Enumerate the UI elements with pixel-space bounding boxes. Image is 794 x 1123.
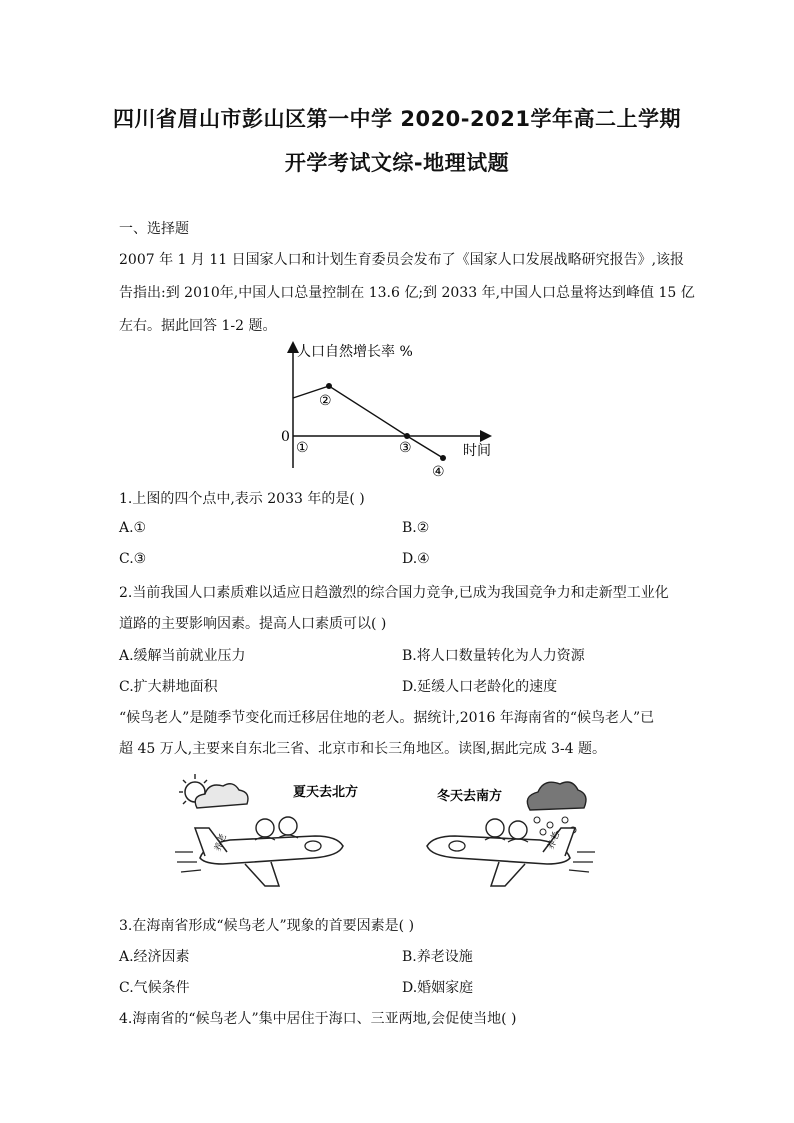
q2-option-a[interactable]: A.缓解当前就业压力 xyxy=(119,648,246,664)
svg-text:养老: 养老 xyxy=(213,832,229,854)
q3-option-b[interactable]: B.养老设施 xyxy=(402,949,473,965)
q1-stem: 1.上图的四个点中,表示 2033 年的是( ) xyxy=(119,491,365,507)
x-axis-label: 时间 xyxy=(463,443,491,459)
q1-option-c[interactable]: C.③ xyxy=(119,551,147,567)
snow-cloud-icon xyxy=(527,782,586,837)
page-title-line1: 四川省眉山市彭山区第一中学 2020-2021学年高二上学期 xyxy=(113,107,681,131)
intro2-line2: 超 45 万人,主要来自东北三省、北京市和长三角地区。读图,据此完成 3-4 题。 xyxy=(119,741,607,757)
point-4-label: ④ xyxy=(432,464,445,480)
q3-option-a[interactable]: A.经济因素 xyxy=(119,949,190,965)
origin-label: 0 xyxy=(281,429,290,445)
q3-option-d[interactable]: D.婚姻家庭 xyxy=(402,980,474,996)
migratory-seniors-illustration xyxy=(175,770,595,895)
q2-stem-line2: 道路的主要影响因素。提高人口素质可以( ) xyxy=(119,616,387,632)
right-caption: 冬天去南方 xyxy=(437,789,503,804)
intro1-line2: 告指出:到 2010年,中国人口总量控制在 13.6 亿;到 2033 年,中国人口总量将达到峰值 15 亿 xyxy=(119,285,695,301)
intro2-line1: “候鸟老人”是随季节变化而迁移居住地的老人。据统计,2016 年海南省的“候鸟老人”已 xyxy=(119,710,655,726)
growth-curve xyxy=(293,386,443,458)
q2-option-c[interactable]: C.扩大耕地面积 xyxy=(119,679,218,695)
svg-text:养老: 养老 xyxy=(546,830,562,852)
section-heading: 一、选择题 xyxy=(119,221,189,237)
point-1-label: ① xyxy=(296,440,309,456)
q1-option-b[interactable]: B.② xyxy=(402,520,430,536)
point-4-dot xyxy=(440,455,446,461)
intro1-line1: 2007 年 1 月 11 日国家人口和计划生育委员会发布了《国家人口发展战略研究报告》,该报 xyxy=(119,252,685,268)
q3-option-c[interactable]: C.气候条件 xyxy=(119,980,190,996)
q4-stem: 4.海南省的“候鸟老人”集中居住于海口、三亚两地,会促使当地( ) xyxy=(119,1011,517,1027)
point-2-label: ② xyxy=(319,393,332,409)
q2-option-d[interactable]: D.延缓人口老龄化的速度 xyxy=(402,679,558,695)
q3-stem: 3.在海南省形成“候鸟老人”现象的首要因素是( ) xyxy=(119,918,415,934)
left-airplane-icon xyxy=(175,817,343,886)
y-axis-label: 人口自然增长率 % xyxy=(297,344,413,360)
q2-stem-line1: 2.当前我国人口素质难以适应日趋激烈的综合国力竞争,已成为我国竞争力和走新型工业化 xyxy=(119,585,669,601)
intro1-line3: 左右。据此回答 1-2 题。 xyxy=(119,318,277,334)
sun-cloud-icon xyxy=(179,774,248,808)
q1-option-a[interactable]: A.① xyxy=(119,520,147,536)
left-caption: 夏天去北方 xyxy=(293,785,359,800)
right-airplane-icon xyxy=(427,819,595,886)
q1-option-d[interactable]: D.④ xyxy=(402,551,430,567)
point-2-dot xyxy=(326,383,332,389)
point-3-label: ③ xyxy=(399,440,412,456)
point-3-dot xyxy=(404,433,410,439)
growth-rate-diagram xyxy=(275,338,505,480)
page-title-line2: 开学考试文综-地理试题 xyxy=(284,151,510,175)
q2-option-b[interactable]: B.将人口数量转化为人力资源 xyxy=(402,648,585,664)
